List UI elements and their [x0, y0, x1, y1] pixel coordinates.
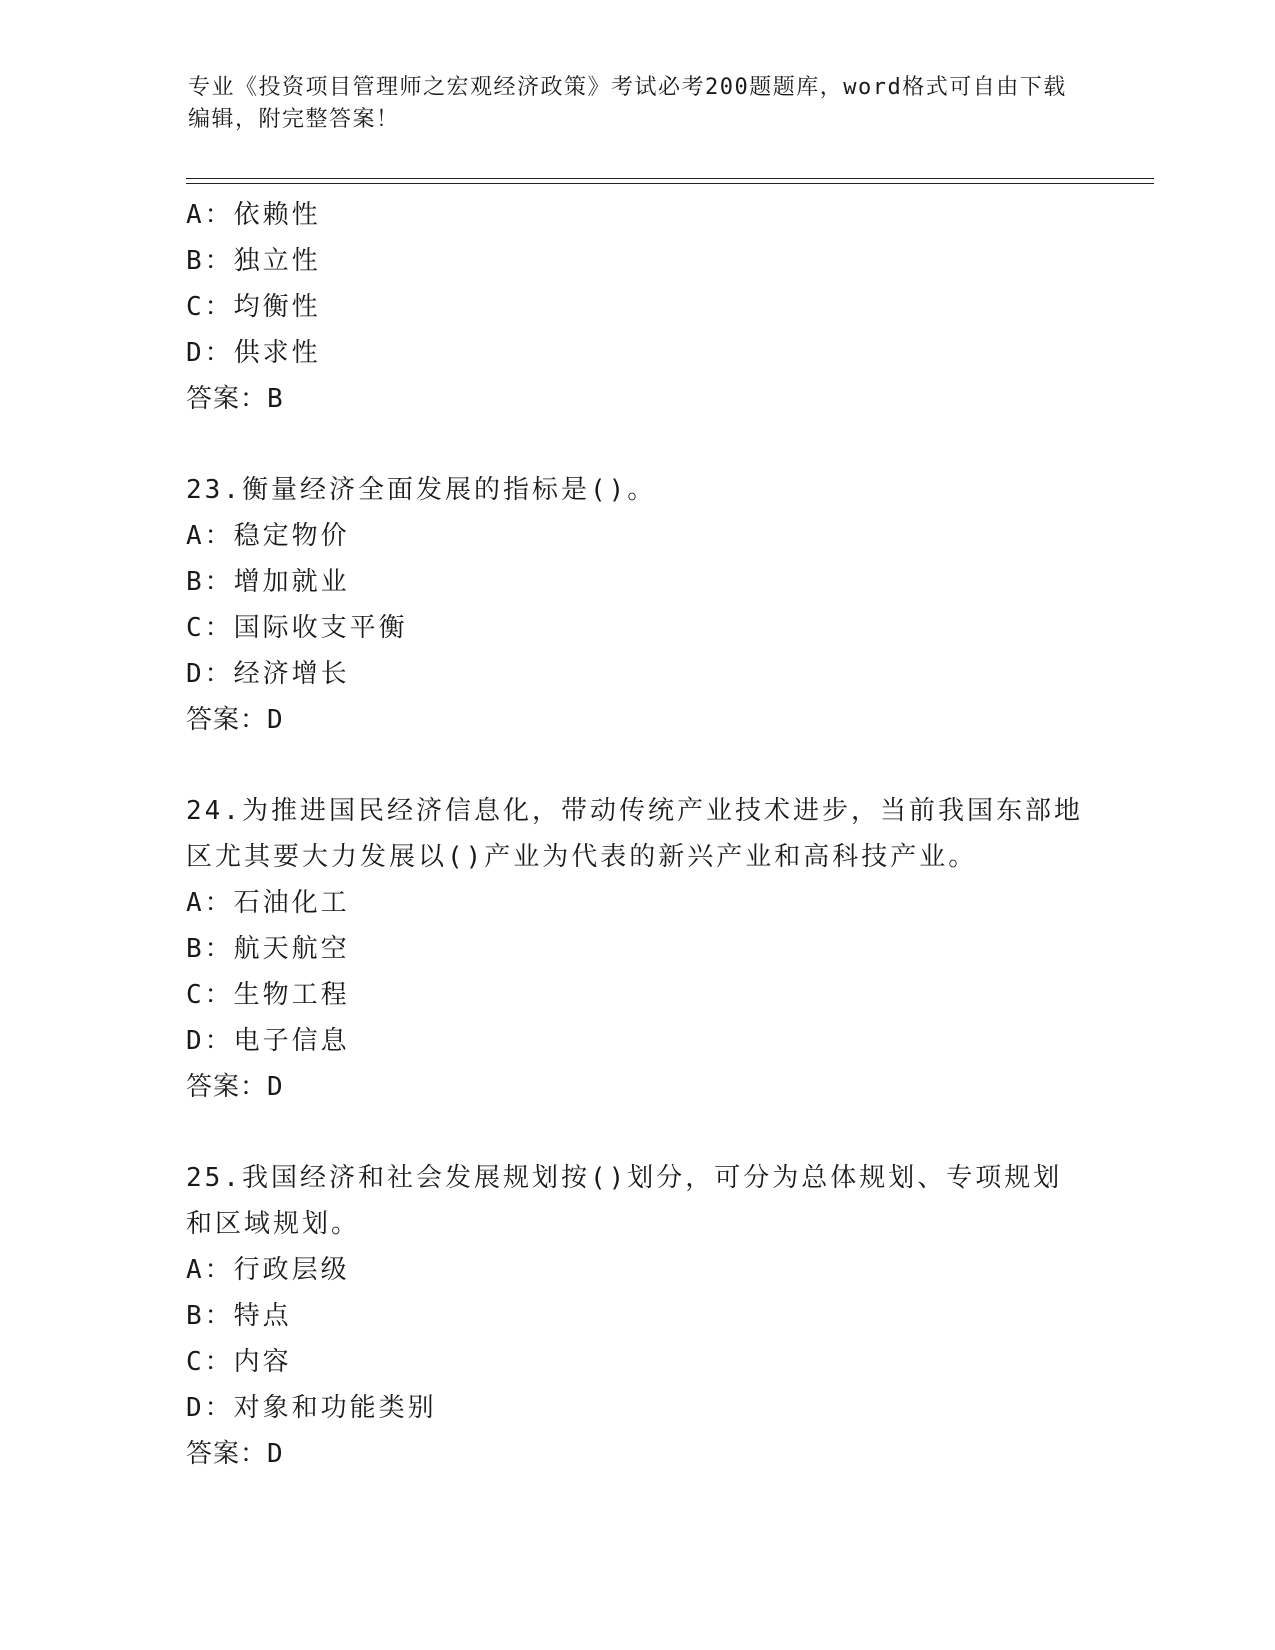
option-a: A：石油化工: [186, 888, 350, 918]
answer-label: 答案：: [186, 705, 268, 735]
option-c: C：国际收支平衡: [186, 613, 408, 643]
option-b: B：特点: [186, 1301, 292, 1331]
answer-key: D: [267, 1072, 284, 1102]
option-b: B：增加就业: [186, 567, 350, 597]
answer-label: 答案：: [186, 384, 268, 414]
option-b: B：航天航空: [186, 934, 350, 964]
answer-key: D: [267, 1439, 284, 1469]
option-c: C：内容: [186, 1347, 292, 1377]
question-block-23: [186, 467, 1086, 743]
question-block-24: [186, 788, 1086, 1110]
question-text: 25.我国经济和社会发展规划按()划分，可分为总体规划、专项规划和区域规划。: [186, 1163, 1063, 1239]
option-d: D：供求性: [186, 338, 321, 368]
document-header: 专业《投资项目管理师之宏观经济政策》考试必考200题题库，word格式可自由下载编辑，附完整答案！: [188, 75, 1067, 132]
answer-line: [186, 1064, 1086, 1110]
option-d: D：经济增长: [186, 659, 350, 689]
answer-label: 答案：: [186, 1072, 268, 1102]
answer-label: 答案：: [186, 1439, 268, 1469]
question-list: [186, 192, 1086, 1477]
option-a: A：稳定物价: [186, 521, 350, 551]
question-block-25: [186, 1155, 1086, 1477]
option-b: B：独立性: [186, 246, 321, 276]
answer-line: [186, 697, 1086, 743]
answer-line: [186, 1431, 1086, 1477]
option-c: C：生物工程: [186, 980, 350, 1010]
answer-key: D: [267, 705, 284, 735]
question-block-continued: [186, 192, 1086, 422]
question-text: 23.衡量经济全面发展的指标是()。: [186, 475, 657, 505]
option-c: C：均衡性: [186, 292, 321, 322]
option-a: A：行政层级: [186, 1255, 350, 1285]
option-a: A：依赖性: [186, 200, 321, 230]
option-d: D：电子信息: [186, 1026, 350, 1056]
option-d: D：对象和功能类别: [186, 1393, 437, 1423]
answer-line: [186, 376, 1086, 422]
header-divider: [186, 178, 1154, 184]
answer-key: B: [267, 384, 284, 414]
question-text: 24.为推进国民经济信息化，带动传统产业技术进步，当前我国东部地区尤其要大力发展以()产业为代表的新兴产业和高科技产业。: [186, 796, 1083, 872]
